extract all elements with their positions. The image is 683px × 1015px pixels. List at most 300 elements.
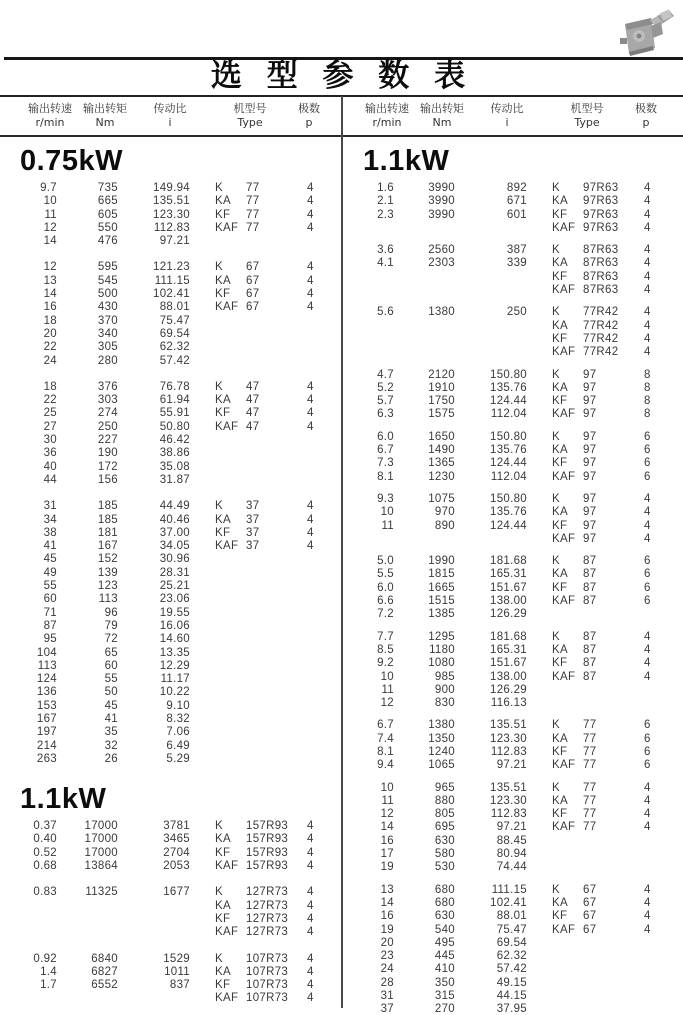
type-prefix: K — [215, 182, 223, 194]
table-row — [0, 686, 341, 699]
torque-cell: 1080 — [428, 657, 455, 670]
table-row — [0, 673, 341, 686]
torque-cell: 17000 — [84, 820, 118, 833]
type-model: 107R73 — [246, 952, 289, 965]
torque-cell: 50 — [104, 686, 118, 699]
column-header-torque — [420, 96, 464, 129]
column-header-poles — [635, 96, 657, 129]
speed-cell — [12, 913, 69, 926]
type-prefix: KAF — [215, 992, 239, 1005]
torque-cell: 3990 — [428, 195, 455, 208]
ratio-cell: 165.31 — [490, 568, 527, 581]
table-row — [0, 288, 341, 301]
ratio-cell — [468, 284, 540, 297]
type-model: 97R63 — [583, 208, 619, 221]
type-prefix: KF — [215, 407, 231, 420]
speed-cell: 6.6 — [377, 595, 394, 608]
poles-cell: 4 — [307, 208, 314, 221]
torque-cell: 830 — [434, 697, 455, 710]
torque-cell: 680 — [434, 883, 455, 896]
speed-cell: 1.6 — [377, 182, 394, 194]
type-prefix: KA — [552, 195, 568, 208]
type-prefix: KAF — [215, 420, 239, 433]
type-prefix: KA — [552, 794, 568, 807]
table-row — [337, 582, 683, 595]
torque-cell: 303 — [97, 394, 118, 407]
ratio-cell: 88.01 — [159, 301, 190, 314]
type-cell — [540, 684, 642, 697]
torque-cell: 540 — [434, 923, 455, 936]
speed-cell: 12 — [43, 221, 57, 234]
speed-cell: 167 — [36, 712, 57, 725]
torque-cell — [406, 284, 468, 297]
speed-cell: 14 — [43, 288, 57, 301]
type-prefix: K — [552, 555, 560, 568]
ratio-cell: 14.60 — [159, 633, 190, 646]
poles-cell: 4 — [644, 657, 651, 670]
type-prefix: KF — [215, 979, 231, 992]
torque-cell: 156 — [97, 473, 118, 486]
type-prefix: K — [215, 380, 223, 393]
poles-cell — [642, 977, 672, 990]
speed-cell — [349, 320, 406, 333]
poles-cell — [305, 647, 335, 660]
type-model: 77 — [583, 808, 597, 821]
poles-cell: 6 — [644, 555, 651, 568]
type-cell — [203, 328, 305, 341]
column-header-label: 输出转矩 — [420, 102, 464, 115]
column-header-poles — [298, 96, 320, 129]
gear-unit-block — [0, 500, 341, 766]
type-cell — [203, 540, 305, 553]
table-row — [0, 407, 341, 420]
type-cell — [540, 222, 642, 235]
ratio-cell: 75.47 — [159, 314, 190, 327]
speed-cell: 49 — [43, 566, 57, 579]
poles-cell: 4 — [307, 952, 314, 965]
ratio-cell: 837 — [169, 979, 190, 992]
torque-cell: 580 — [434, 848, 455, 861]
ratio-cell: 123.30 — [153, 208, 190, 221]
ratio-cell: 34.05 — [159, 540, 190, 553]
ratio-cell: 111.15 — [154, 274, 190, 287]
torque-cell: 350 — [434, 976, 455, 989]
poles-cell — [305, 740, 335, 753]
type-model: 97 — [583, 470, 597, 483]
gear-unit-block — [337, 369, 683, 422]
type-cell — [203, 900, 305, 913]
type-cell — [540, 408, 642, 421]
table-row — [337, 861, 683, 874]
column-header-unit: r/min — [372, 115, 402, 129]
poles-cell: 4 — [644, 630, 651, 643]
poles-cell — [305, 580, 335, 593]
poles-cell: 4 — [307, 965, 314, 978]
poles-cell — [305, 620, 335, 633]
table-row — [337, 963, 683, 976]
poles-cell — [642, 950, 672, 963]
poles-cell — [305, 633, 335, 646]
type-model: 47 — [246, 420, 260, 433]
ratio-cell: 57.42 — [496, 963, 527, 976]
torque-cell: 1650 — [428, 430, 455, 443]
speed-cell: 18 — [43, 380, 57, 393]
column-header-label: 输出转矩 — [83, 102, 127, 115]
poles-cell: 4 — [644, 643, 651, 656]
table-row — [0, 275, 341, 288]
column-header-unit: p — [642, 115, 650, 129]
torque-cell: 280 — [97, 354, 118, 367]
torque-cell: 181 — [97, 526, 118, 539]
type-prefix: K — [215, 952, 223, 965]
table-header-right — [337, 96, 683, 136]
torque-cell: 500 — [97, 288, 118, 301]
table-row — [337, 306, 683, 319]
poles-cell: 4 — [307, 274, 314, 287]
speed-cell: 14 — [380, 896, 394, 909]
type-prefix: KF — [552, 910, 568, 923]
table-row — [337, 493, 683, 506]
type-prefix: KA — [552, 319, 568, 332]
speed-cell: 16 — [43, 301, 57, 314]
type-cell — [203, 926, 305, 939]
speed-cell: 13 — [43, 274, 57, 287]
poles-cell: 4 — [644, 270, 651, 283]
table-row — [0, 301, 341, 314]
speed-cell: 13 — [380, 883, 394, 896]
type-prefix: KF — [552, 208, 568, 221]
ratio-cell: 62.32 — [159, 341, 190, 354]
poles-cell: 4 — [644, 808, 651, 821]
torque-cell: 970 — [434, 506, 455, 519]
type-prefix: KF — [215, 912, 231, 925]
speed-cell: 0.52 — [33, 846, 57, 859]
type-cell — [203, 341, 305, 354]
column-header-unit: i — [505, 115, 509, 129]
type-prefix: KA — [215, 965, 231, 978]
table-row — [337, 795, 683, 808]
type-model: 87 — [583, 643, 597, 656]
type-model: 97 — [583, 506, 597, 519]
table-row — [337, 257, 683, 270]
speed-cell: 11 — [44, 208, 57, 221]
table-row — [337, 444, 683, 457]
torque-cell: 1350 — [428, 732, 455, 745]
poles-cell: 4 — [307, 182, 314, 194]
table-row — [337, 657, 683, 670]
poles-cell — [305, 461, 335, 474]
type-model: 77R42 — [583, 332, 619, 345]
type-cell — [203, 381, 305, 394]
table-row — [0, 660, 341, 673]
speed-cell: 10 — [380, 670, 394, 683]
ratio-cell: 1529 — [163, 952, 190, 965]
torque-cell: 890 — [434, 519, 455, 532]
speed-cell: 9.3 — [377, 492, 394, 505]
poles-cell: 4 — [644, 923, 651, 936]
type-cell — [540, 320, 642, 333]
torque-cell: 1380 — [428, 719, 455, 732]
ratio-cell: 135.51 — [490, 781, 527, 794]
ratio-cell: 181.68 — [490, 555, 527, 568]
poles-cell: 4 — [307, 992, 314, 1005]
type-cell — [540, 568, 642, 581]
type-prefix: K — [552, 781, 560, 794]
type-cell — [540, 990, 642, 1003]
type-model: 47 — [246, 380, 260, 393]
poles-cell — [305, 553, 335, 566]
type-model: 47 — [246, 394, 260, 407]
type-cell — [540, 924, 642, 937]
table-row — [337, 684, 683, 697]
table-row — [337, 897, 683, 910]
left-table-column — [0, 140, 341, 1006]
poles-cell: 6 — [644, 581, 651, 594]
table-row — [0, 500, 341, 513]
ratio-cell: 339 — [506, 257, 527, 270]
ratio-cell: 250 — [506, 306, 527, 319]
type-prefix: KA — [215, 195, 231, 208]
ratio-cell: 3781 — [163, 820, 190, 833]
speed-cell — [349, 222, 406, 235]
torque-cell: 1230 — [428, 470, 455, 483]
type-model: 77 — [583, 719, 597, 732]
table-row — [337, 333, 683, 346]
speed-cell: 3.6 — [377, 244, 394, 257]
table-row — [0, 726, 341, 739]
type-prefix: KA — [552, 381, 568, 394]
type-model: 67 — [246, 274, 260, 287]
type-cell — [540, 182, 642, 195]
poles-cell: 6 — [644, 457, 651, 470]
speed-cell: 16 — [380, 834, 394, 847]
poles-cell: 4 — [307, 899, 314, 912]
speed-cell: 38 — [43, 526, 57, 539]
torque-cell: 35 — [104, 726, 118, 739]
type-cell — [540, 1003, 642, 1015]
type-model: 77 — [583, 781, 597, 794]
poles-cell — [305, 434, 335, 447]
type-cell — [203, 992, 305, 1005]
column-header-label: 极数 — [298, 102, 320, 115]
type-prefix: K — [215, 261, 223, 274]
table-row — [0, 421, 341, 434]
torque-cell: 6552 — [91, 979, 118, 992]
type-cell — [203, 474, 305, 487]
type-cell — [540, 950, 642, 963]
type-cell — [203, 647, 305, 660]
torque-cell: 167 — [97, 540, 118, 553]
type-cell — [203, 753, 305, 766]
poles-cell: 6 — [644, 595, 651, 608]
poles-cell: 4 — [307, 301, 314, 314]
type-model: 77 — [246, 221, 260, 234]
gear-unit-block — [337, 493, 683, 546]
speed-cell: 7.2 — [377, 608, 394, 621]
poles-cell: 4 — [644, 883, 651, 896]
speed-cell: 12 — [380, 808, 394, 821]
column-header-unit: Nm — [432, 115, 452, 129]
type-model: 127R73 — [246, 886, 289, 899]
table-row — [0, 553, 341, 566]
speed-cell: 136 — [36, 686, 57, 699]
type-model: 87 — [583, 657, 597, 670]
speed-cell: 1.7 — [40, 979, 57, 992]
torque-cell: 2560 — [428, 244, 455, 257]
table-row — [337, 382, 683, 395]
type-cell — [203, 394, 305, 407]
torque-cell: 1065 — [428, 759, 455, 772]
torque-cell: 17000 — [84, 846, 118, 859]
speed-cell — [349, 346, 406, 359]
poles-cell: 4 — [307, 195, 314, 208]
type-cell — [203, 182, 305, 195]
ratio-cell: 7.06 — [166, 726, 190, 739]
ratio-cell — [131, 913, 203, 926]
speed-cell: 18 — [43, 314, 57, 327]
type-prefix: KF — [552, 457, 568, 470]
table-row — [337, 408, 683, 421]
type-model: 97 — [583, 444, 597, 457]
speed-cell: 7.4 — [377, 732, 394, 745]
poles-cell — [305, 607, 335, 620]
table-row — [337, 848, 683, 861]
type-cell — [203, 673, 305, 686]
table-row — [0, 647, 341, 660]
type-cell — [540, 808, 642, 821]
torque-cell: 185 — [97, 513, 118, 526]
speed-cell: 8.1 — [377, 745, 394, 758]
torque-cell: 545 — [97, 274, 118, 287]
type-prefix: K — [552, 883, 560, 896]
type-cell — [540, 271, 642, 284]
poles-cell: 4 — [644, 257, 651, 270]
column-header-unit: Type — [574, 115, 600, 129]
type-cell — [203, 913, 305, 926]
column-header-label: 输出转速 — [28, 102, 72, 115]
gear-unit-block — [337, 782, 683, 875]
column-header-unit: r/min — [35, 115, 65, 129]
column-header-label: 机型号 — [233, 102, 267, 115]
speed-cell: 19 — [380, 923, 394, 936]
torque-cell: 1910 — [428, 381, 455, 394]
type-prefix: KA — [215, 274, 231, 287]
table-row — [0, 847, 341, 860]
speed-cell: 10 — [43, 195, 57, 208]
ratio-cell: 8.32 — [166, 712, 190, 725]
poles-cell: 4 — [307, 526, 314, 539]
table-row — [337, 195, 683, 208]
gear-unit-block — [337, 719, 683, 772]
poles-cell: 4 — [644, 821, 651, 834]
torque-cell: 1385 — [428, 608, 455, 621]
torque-cell: 250 — [97, 420, 118, 433]
speed-cell: 23 — [380, 950, 394, 963]
table-row — [0, 315, 341, 328]
poles-cell — [305, 474, 335, 487]
ratio-cell: 121.23 — [153, 261, 190, 274]
ratio-cell — [468, 271, 540, 284]
ratio-cell — [468, 346, 540, 359]
gear-unit-block — [0, 182, 341, 248]
speed-cell: 124 — [36, 673, 57, 686]
ratio-cell: 124.44 — [490, 519, 527, 532]
type-prefix: KAF — [215, 221, 239, 234]
column-header-torque — [83, 96, 127, 129]
type-prefix: KA — [552, 732, 568, 745]
type-prefix: KF — [215, 208, 231, 221]
gear-unit-block — [337, 182, 683, 235]
ratio-cell: 892 — [506, 182, 527, 194]
speed-cell: 5.0 — [377, 555, 394, 568]
torque-cell: 340 — [97, 327, 118, 340]
speed-cell: 0.68 — [33, 860, 57, 873]
poles-cell — [305, 315, 335, 328]
type-cell — [203, 222, 305, 235]
torque-cell: 605 — [97, 208, 118, 221]
torque-cell: 880 — [434, 794, 455, 807]
table-row — [0, 740, 341, 753]
type-prefix: K — [552, 630, 560, 643]
poles-cell: 4 — [644, 221, 651, 234]
poles-cell — [305, 700, 335, 713]
type-prefix: KA — [552, 643, 568, 656]
type-model: 107R73 — [246, 992, 289, 1005]
type-cell — [203, 820, 305, 833]
type-prefix: KF — [552, 395, 568, 408]
type-cell — [540, 533, 642, 546]
poles-cell — [305, 355, 335, 368]
type-cell — [203, 195, 305, 208]
type-prefix: KA — [552, 257, 568, 270]
table-row — [0, 979, 341, 992]
poles-cell: 6 — [644, 470, 651, 483]
table-row — [337, 369, 683, 382]
speed-cell: 11 — [381, 794, 394, 807]
ratio-cell: 44.49 — [159, 500, 190, 513]
ratio-cell: 37.95 — [496, 1003, 527, 1015]
poles-cell — [305, 660, 335, 673]
torque-cell: 26 — [104, 752, 118, 765]
type-model: 97 — [583, 395, 597, 408]
speed-cell: 60 — [43, 593, 57, 606]
poles-cell: 4 — [644, 182, 651, 194]
poles-cell — [642, 697, 672, 710]
type-prefix: KF — [552, 808, 568, 821]
ratio-cell: 135.51 — [490, 719, 527, 732]
torque-cell: 1750 — [428, 395, 455, 408]
type-prefix: KA — [215, 899, 231, 912]
ratio-cell: 2053 — [163, 860, 190, 873]
gear-unit-block — [0, 381, 341, 487]
page-title: 选 型 参 数 表 — [210, 58, 473, 94]
table-row — [337, 835, 683, 848]
poles-cell — [642, 963, 672, 976]
type-cell — [540, 795, 642, 808]
column-header-label: 机型号 — [570, 102, 604, 115]
torque-cell: 2303 — [428, 257, 455, 270]
table-row — [0, 913, 341, 926]
poles-cell: 4 — [307, 407, 314, 420]
speed-cell: 1.4 — [40, 965, 57, 978]
table-row — [337, 395, 683, 408]
ratio-cell: 35.08 — [159, 460, 190, 473]
type-model: 87 — [583, 568, 597, 581]
type-cell — [540, 244, 642, 257]
torque-cell: 139 — [97, 566, 118, 579]
speed-cell: 19 — [380, 861, 394, 874]
torque-cell: 695 — [434, 821, 455, 834]
